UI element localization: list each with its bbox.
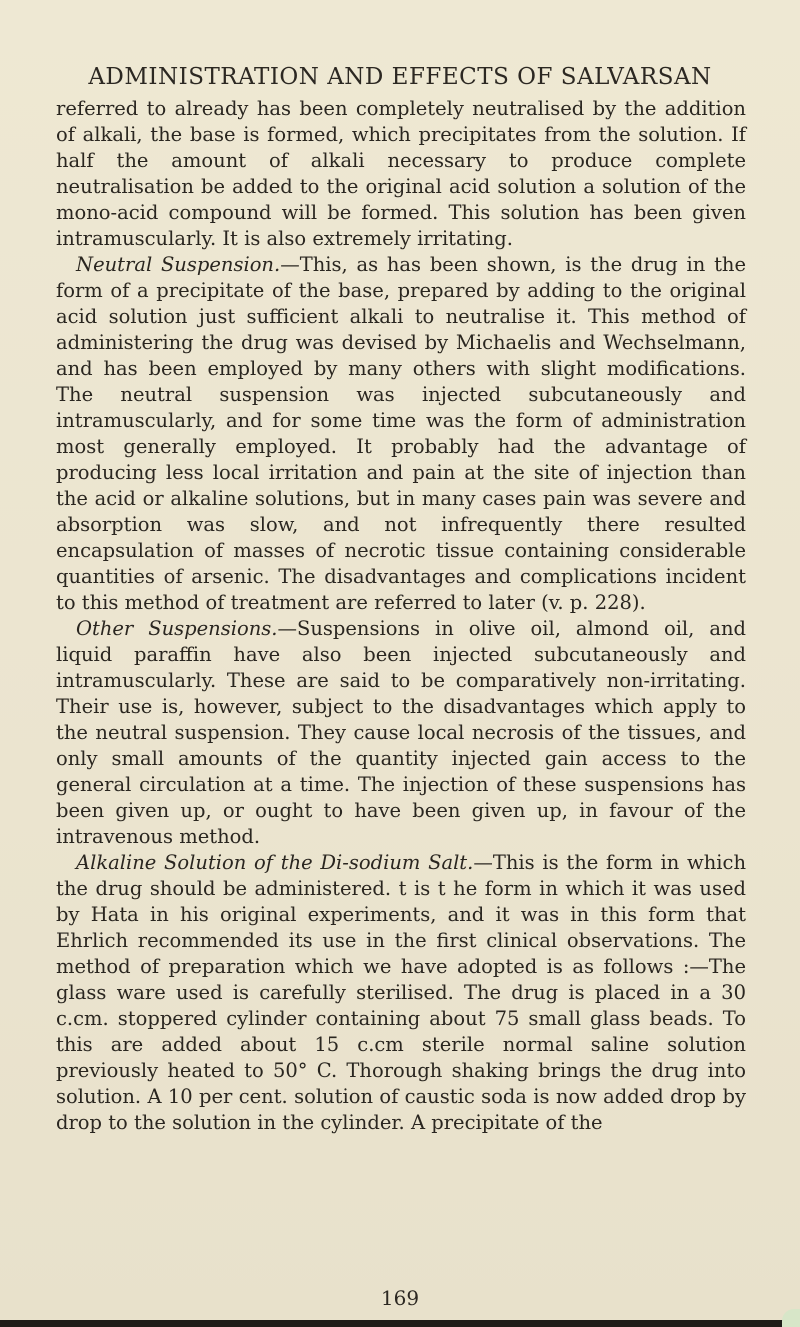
paragraph-text: —This is the form in which the drug should be administered. t is t he form in which it was used by Hata in his original experiments, and it was in this form that Ehrlich recommended its use in the first clinical observations. The method of preparation which we have adopted is as follows :—The glass ware used is carefully sterilised. The drug is placed in a 30 c.cm. stoppered cylinder containing about 75 small glass beads. To this are added about 15 c.cm sterile normal saline solution previously heated to 50° C. Thorough shaking brings the drug into solution. A 10 per cent. solution of caustic soda is now added drop by drop to the solution in the cylinder. A precipitate of the [56,851,747,1134]
scan-edge-bar [0,1320,800,1327]
section-heading-alkaline-solution: Alkaline Solution of the Di-sodium Salt. [76,851,474,874]
running-head: ADMINISTRATION AND EFFECTS OF SALVARSAN [88,64,712,90]
body-text [56,96,746,1136]
paragraph-text: —This, as has been shown, is the drug in the form of a precipitate of the base, prepared by adding to the original acid solution just sufficient alkali to neutralise it. This method of administering the drug was devised by Michaelis and Wechselmann, and has been employed by many others with slight modifications. The neutral suspension was injected subcutaneously and intramuscularly, and for some time was the form of administration most generally employed. It probably had the advantage of producing less local irritation and pain at the site of injection than the acid or alkaline solutions, but in many cases pain was severe and absorption was slow, and not infrequently there resulted encapsulation of masses of necrotic tissue containing considerable quantities of arsenic. The disadvantages and complications incident to this method of treatment are referred to later (v. p. 228). [56,253,747,614]
paragraph-text: referred to already has been completely neutralised by the addition of alkali, the base is formed, which precipitates from the solution. If half the amount of alkali necessary to produce complete neutralisation be added to the original acid solution a solution of the mono-acid compound will be formed. This solution has been given intramuscularly. It is also extremely irritating. [56,97,746,250]
paragraph-text: —Suspensions in olive oil, almond oil, and liquid paraffin have also been injected subcutaneously and intramuscularly. These are said to be comparatively non-irritating. Their use is, however, subject to the disadvantages which apply to the neutral suspension. They cause local necrosis of the tissues, and only small amounts of the quantity injected gain access to the general circulation at a time. The injection of these suspensions has been given up, or ought to have been given up, in favour of the intravenous method. [56,617,746,848]
page-number: 169 [380,1286,420,1310]
section-heading-other-suspensions: Other Suspensions. [76,617,278,640]
paragraph-continuation [56,96,746,252]
paragraph-neutral-suspension [56,252,746,616]
section-heading-neutral-suspension: Neutral Suspension. [76,253,281,276]
scan-corner-mark [782,1309,800,1327]
paragraph-other-suspensions [56,616,746,850]
paragraph-alkaline-solution [56,850,746,1136]
